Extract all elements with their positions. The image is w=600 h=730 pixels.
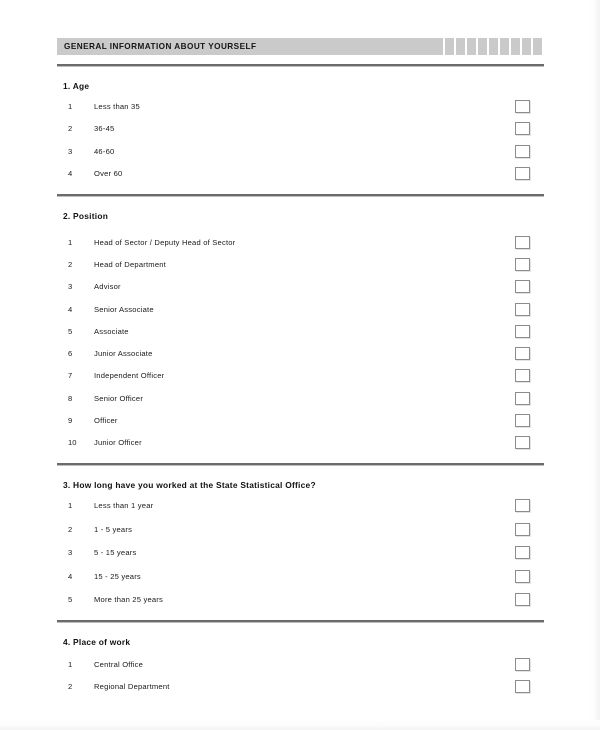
option-checkbox[interactable]: [515, 325, 530, 338]
question-title-4: 4. Place of work: [63, 637, 131, 648]
option-label: Regional Department: [94, 681, 170, 691]
option-number: 10: [68, 438, 77, 448]
option-checkbox[interactable]: [515, 122, 530, 135]
option-row[interactable]: [57, 564, 544, 588]
option-number: 5: [68, 595, 73, 605]
option-label: 5 - 15 years: [94, 548, 137, 558]
option-number: 2: [68, 259, 73, 269]
divider-below-header: [57, 64, 544, 67]
option-checkbox[interactable]: [515, 392, 530, 405]
divider-after-question-1: [57, 194, 544, 197]
option-row[interactable]: [57, 342, 544, 364]
option-label: Junior Officer: [94, 438, 142, 448]
divider-after-question-2: [57, 463, 544, 466]
question-block-2: [57, 211, 544, 454]
option-checkbox[interactable]: [515, 658, 530, 671]
question-block-4: [57, 637, 544, 697]
option-number: 1: [68, 501, 73, 511]
option-row[interactable]: [57, 163, 544, 186]
option-checkbox[interactable]: [515, 145, 530, 158]
section-header-title: GENERAL INFORMATION ABOUT YOURSELF: [64, 42, 257, 51]
option-label: 1 - 5 years: [94, 524, 133, 534]
question-title-1: 1. Age: [63, 81, 90, 91]
option-number: 4: [68, 169, 73, 179]
option-number: 1: [68, 101, 73, 111]
option-number: 2: [68, 524, 73, 534]
option-checkbox[interactable]: [515, 523, 530, 536]
option-row[interactable]: [57, 432, 544, 454]
option-number: 5: [68, 326, 73, 336]
question-title-2: 2. Position: [63, 211, 109, 221]
option-checkbox[interactable]: [515, 546, 530, 559]
option-row[interactable]: [57, 409, 544, 431]
option-row[interactable]: [57, 588, 544, 612]
option-label: Associate: [94, 326, 129, 336]
option-label: Less than 1 year: [94, 501, 154, 511]
option-list-4: [57, 653, 544, 697]
option-row[interactable]: [57, 675, 544, 697]
question-block-1: [57, 81, 544, 185]
option-label: 36-45: [94, 124, 115, 134]
option-checkbox[interactable]: [515, 369, 530, 382]
option-list-3: [57, 494, 544, 612]
option-number: 2: [68, 124, 73, 134]
option-row[interactable]: [57, 653, 544, 675]
option-label: 15 - 25 years: [94, 571, 141, 581]
option-label: Officer: [94, 416, 118, 426]
option-row[interactable]: [57, 118, 544, 141]
option-label: Central Office: [94, 659, 144, 669]
page-edge-shadow-right: [588, 0, 600, 730]
divider-after-question-3: [57, 620, 544, 623]
section-header-bar: [57, 38, 544, 55]
option-checkbox[interactable]: [515, 499, 530, 512]
option-checkbox[interactable]: [515, 436, 530, 449]
option-checkbox[interactable]: [515, 100, 530, 113]
option-list-2: [57, 231, 544, 454]
option-checkbox[interactable]: [515, 258, 530, 271]
option-number: 3: [68, 548, 73, 558]
option-row[interactable]: [57, 140, 544, 163]
option-number: 8: [68, 393, 73, 403]
question-title-3: 3. How long have you worked at the State Statistical Office?: [63, 479, 316, 490]
option-number: 1: [68, 659, 73, 669]
header-stripe-pattern: [434, 38, 544, 55]
option-checkbox[interactable]: [515, 593, 530, 606]
option-checkbox[interactable]: [515, 167, 530, 180]
option-row[interactable]: [57, 231, 544, 253]
question-block-3: [57, 480, 544, 612]
option-row[interactable]: [57, 517, 544, 541]
option-number: 1: [68, 237, 73, 247]
option-label: Head of Sector / Deputy Head of Sector: [94, 237, 236, 247]
option-checkbox[interactable]: [515, 414, 530, 427]
option-checkbox[interactable]: [515, 347, 530, 360]
option-number: 7: [68, 371, 73, 381]
option-label: Over 60: [94, 169, 123, 179]
option-checkbox[interactable]: [515, 680, 530, 693]
option-label: Senior Associate: [94, 304, 154, 314]
option-label: Junior Associate: [94, 349, 153, 359]
option-row[interactable]: [57, 298, 544, 320]
option-label: Independent Officer: [94, 371, 165, 381]
option-list-1: [57, 95, 544, 185]
option-number: 9: [68, 416, 73, 426]
option-number: 3: [68, 146, 73, 156]
option-label: More than 25 years: [94, 595, 164, 605]
option-checkbox[interactable]: [515, 570, 530, 583]
option-label: Head of Department: [94, 259, 166, 269]
option-label: 46-60: [94, 146, 115, 156]
option-number: 4: [68, 304, 73, 314]
option-number: 4: [68, 571, 73, 581]
page-edge-shadow-bottom: [0, 720, 600, 730]
option-number: 3: [68, 282, 73, 292]
option-checkbox[interactable]: [515, 280, 530, 293]
option-row[interactable]: [57, 320, 544, 342]
option-row[interactable]: [57, 365, 544, 387]
option-row[interactable]: [57, 95, 544, 118]
option-row[interactable]: [57, 494, 544, 518]
option-row[interactable]: [57, 276, 544, 298]
option-label: Senior Officer: [94, 393, 144, 403]
option-row[interactable]: [57, 387, 544, 409]
option-label: Less than 35: [94, 101, 140, 111]
option-number: 2: [68, 681, 73, 691]
survey-content: [57, 0, 544, 697]
option-row[interactable]: [57, 541, 544, 565]
option-checkbox[interactable]: [515, 236, 530, 249]
option-row[interactable]: [57, 253, 544, 275]
option-label: Advisor: [94, 282, 121, 292]
option-checkbox[interactable]: [515, 303, 530, 316]
option-number: 6: [68, 349, 73, 359]
